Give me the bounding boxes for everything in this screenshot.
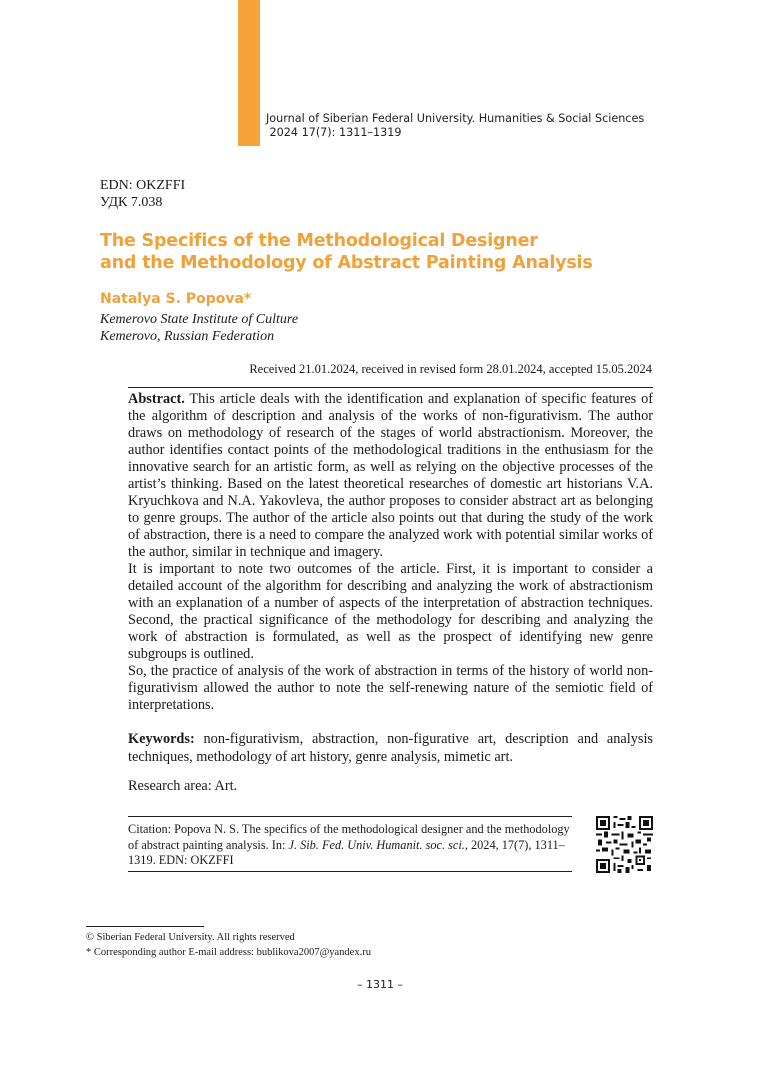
abstract-label: Abstract.	[128, 391, 185, 407]
footnote-rule	[86, 926, 204, 927]
research-area: Research area: Art.	[128, 778, 238, 794]
author-name: Natalya S. Popova*	[100, 291, 252, 307]
abstract-paragraph-1	[128, 391, 653, 561]
citation-tail: , 2024, 17(7), 1311–1319. EDN: OKZFFI	[128, 837, 565, 867]
citation-text: Citation: Popova N. S. The specifics of the methodological designer and the methodology of abstract painting analysis. In:	[128, 822, 570, 852]
journal-header	[266, 112, 644, 140]
footnotes	[86, 930, 371, 960]
keywords-label: Keywords:	[128, 731, 195, 747]
author-affiliation	[100, 311, 298, 345]
abstract-top-rule	[128, 387, 653, 388]
article-title	[100, 230, 660, 274]
udk-code: УДК 7.038	[100, 195, 163, 210]
abstract-block	[128, 391, 653, 714]
received-dates: Received 21.01.2024, received in revised form 28.01.2024, accepted 15.05.2024	[249, 362, 652, 376]
title-line-1: The Specifics of the Methodological Designer	[100, 231, 538, 251]
abstract-text-1: This article deals with the identification and explanation of specific features of the algorithm of description and analysis of the works of non-figurativism. The author draws on methodology of research of the stages of world abstractionism. Moreover, the author identifies contact points of the methodological traditions in the enthusiasm for the innovative search for an artistic form, as well as relying on the objective processes of the artist’s thinking. Based on the latest theoretical researches of domestic art historians V.A. Kryuchkova and N.A. Yakovleva, the author proposes to consider abstract art as belonging to genre groups. The author of the article also points out that during the study of the work of abstraction, there is a need to compare the analyzed work with potential similar works of the author, similar in technique and imagery.	[128, 391, 653, 560]
citation-journal: J. Sib. Fed. Univ. Humanit. soc. sci.	[288, 837, 465, 852]
abstract-paragraph-2: It is important to note two outcomes of the article. First, it is important to consider a detailed account of the algorithm for describing and analyzing the work of abstractionism with an explanation of a number of aspects of the interpretation of abstraction techniques. Second, the practical significance of the methodology for describing and analyzing the work of abstraction is formulated, as well as the prospect of identifying new genre subgroups is outlined.	[128, 561, 653, 662]
header-accent-bar	[238, 0, 260, 146]
edn-code: EDN: OKZFFI	[100, 178, 186, 193]
citation-top-rule	[128, 816, 572, 817]
citation-bottom-rule	[128, 871, 572, 872]
keywords-text: non-figurativism, abstraction, non-figurative art, description and analysis techniques, methodology of art history, genre analysis, mimetic art.	[128, 731, 653, 765]
page-number: – 1311 –	[357, 978, 403, 991]
journal-issue: 2024 17(7): 1311–1319	[266, 126, 402, 139]
title-line-2: and the Methodology of Abstract Painting Analysis	[100, 253, 593, 273]
abstract-paragraph-3: So, the practice of analysis of the work of abstraction in terms of the history of world non-figurativism allowed the author to note the self-renewing nature of the semiotic field of interpretations.	[128, 663, 653, 713]
qr-code-icon[interactable]	[596, 816, 653, 873]
citation-block	[128, 822, 574, 869]
keywords-block	[128, 730, 653, 766]
article-identifiers	[100, 177, 185, 211]
copyright-note: © Siberian Federal University. All rights reserved	[86, 932, 295, 943]
affiliation-location: Kemerovo, Russian Federation	[100, 329, 275, 344]
affiliation-institution: Kemerovo State Institute of Culture	[100, 312, 299, 327]
corresponding-author-note: * Corresponding author E-mail address: bublikova2007@yandex.ru	[86, 947, 371, 958]
journal-name: Journal of Siberian Federal University. Humanities & Social Sciences	[266, 112, 645, 125]
